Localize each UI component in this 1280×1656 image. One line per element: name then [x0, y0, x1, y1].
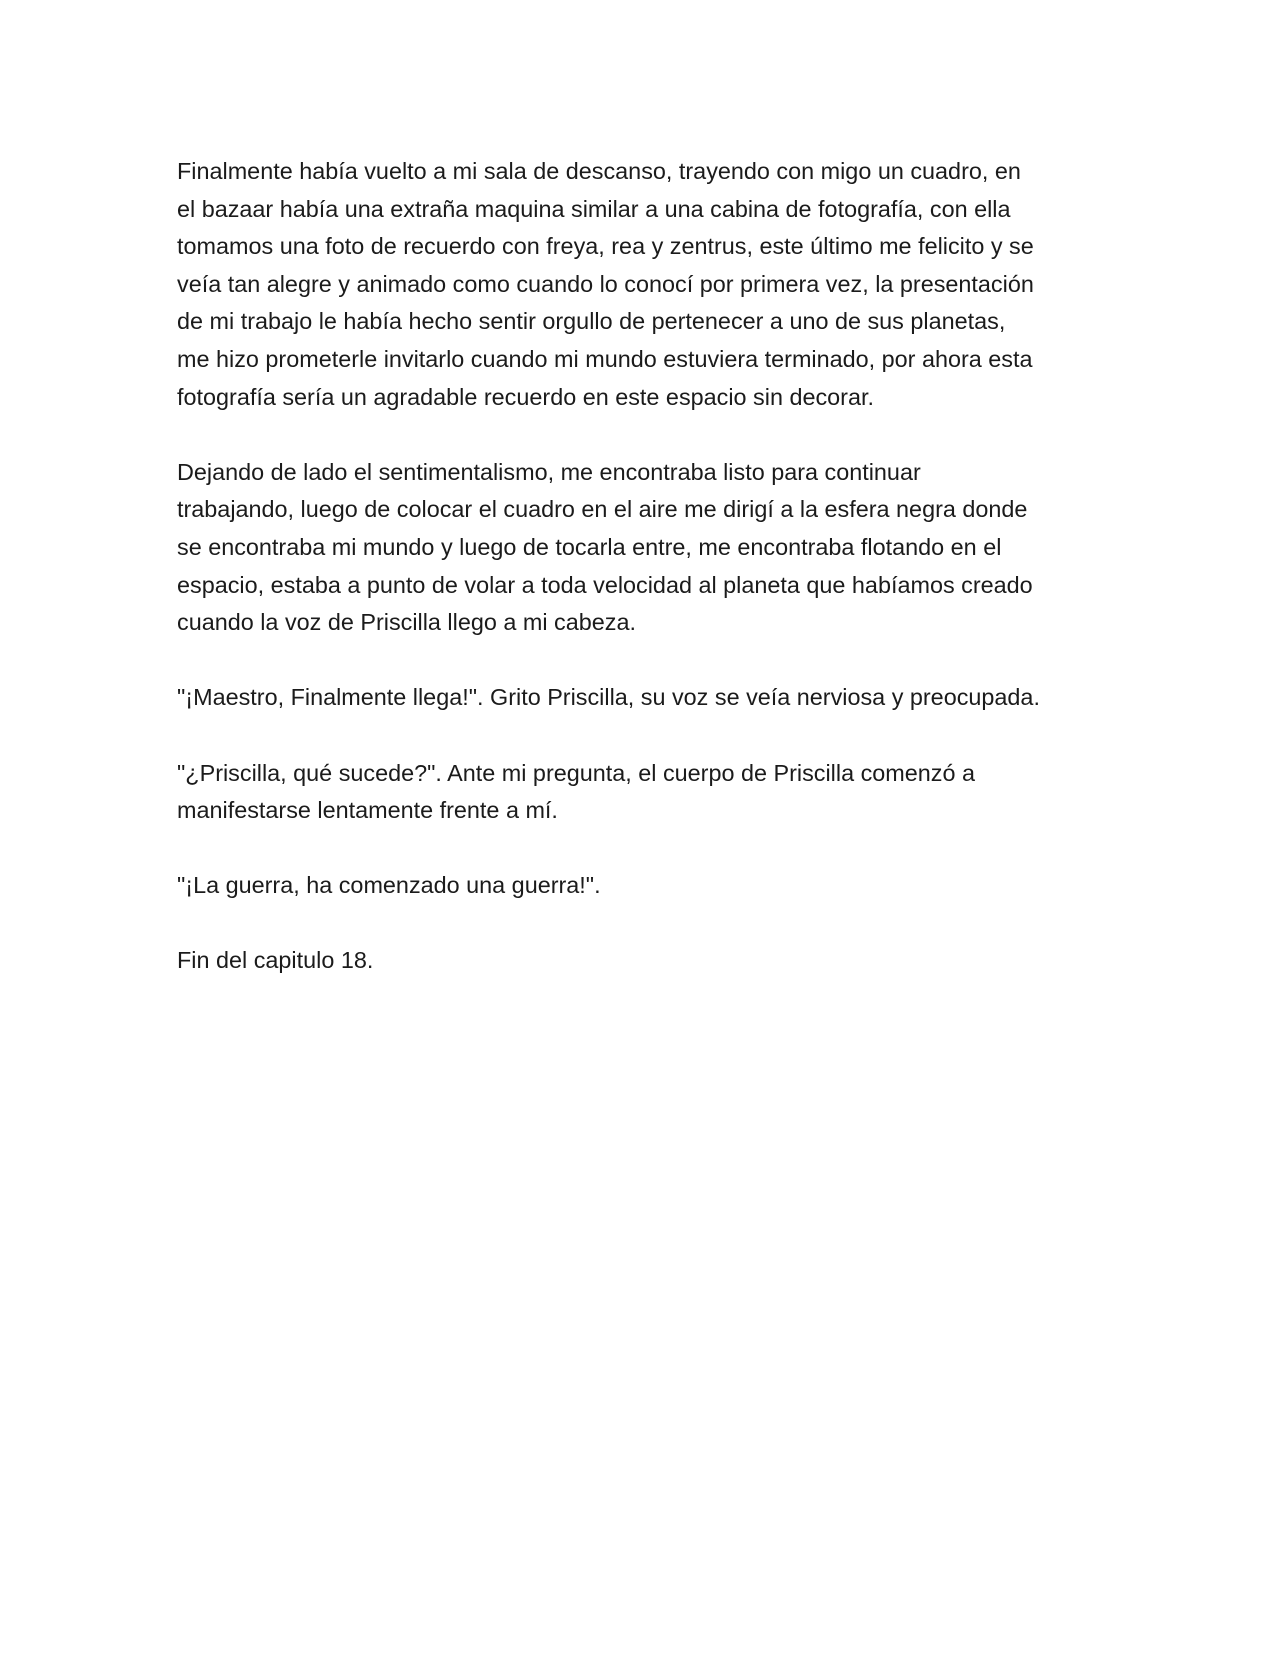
- text-line: "¿Priscilla, qué sucede?". Ante mi pregunta, el cuerpo de Priscilla comenzó a: [177, 759, 975, 786]
- paragraph-2: [177, 454, 1102, 642]
- paragraph-1: [177, 153, 1102, 416]
- paragraph-4: [177, 755, 1102, 830]
- text-line: fotografía sería un agradable recuerdo en este espacio sin decorar.: [177, 383, 874, 410]
- paragraph-5: [177, 867, 1102, 905]
- text-line: me hizo prometerle invitarlo cuando mi mundo estuviera terminado, por ahora esta: [177, 345, 1033, 372]
- text-line: espacio, estaba a punto de volar a toda velocidad al planeta que habíamos creado: [177, 571, 1033, 598]
- paragraph-3: [177, 679, 1102, 717]
- text-line: de mi trabajo le había hecho sentir orgullo de pertenecer a uno de sus planetas,: [177, 308, 1006, 335]
- text-line: Fin del capitulo 18.: [177, 947, 374, 974]
- text-line: Dejando de lado el sentimentalismo, me encontraba listo para continuar: [177, 458, 921, 485]
- text-line: veía tan alegre y animado como cuando lo conocí por primera vez, la presentación: [177, 270, 1034, 297]
- text-line: el bazaar había una extraña maquina similar a una cabina de fotografía, con ella: [177, 195, 1011, 222]
- document-body: [177, 153, 1102, 1018]
- text-line: se encontraba mi mundo y luego de tocarla entre, me encontraba flotando en el: [177, 533, 1002, 560]
- text-line: cuando la voz de Priscilla llego a mi cabeza.: [177, 609, 636, 636]
- chapter-end: [177, 942, 1102, 980]
- text-line: Finalmente había vuelto a mi sala de descanso, trayendo con migo un cuadro, en: [177, 158, 1021, 184]
- text-line: "¡Maestro, Finalmente llega!". Grito Priscilla, su voz se veía nerviosa y preocupada.: [177, 684, 1040, 711]
- text-line: trabajando, luego de colocar el cuadro en el aire me dirigí a la esfera negra donde: [177, 496, 1028, 523]
- text-line: manifestarse lentamente frente a mí.: [177, 797, 558, 824]
- text-line: tomamos una foto de recuerdo con freya, rea y zentrus, este último me felicito y se: [177, 233, 1034, 260]
- text-line: "¡La guerra, ha comenzado una guerra!".: [177, 872, 601, 899]
